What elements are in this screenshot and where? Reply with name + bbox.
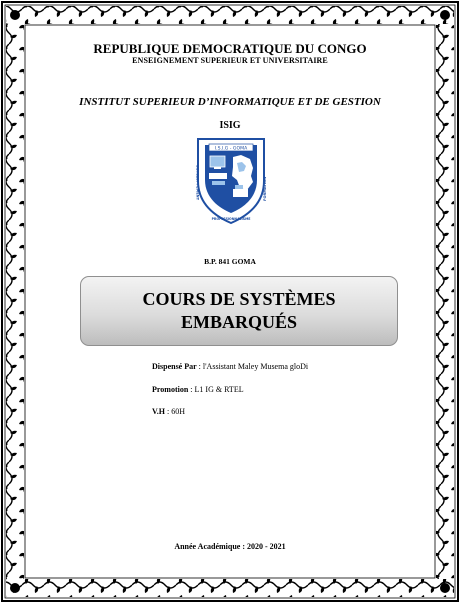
isig-logo xyxy=(193,135,269,225)
academic-year: Année Académique : 2020 - 2021 xyxy=(174,542,286,551)
logo-motto-right: FORMATION xyxy=(263,176,267,201)
volume-hours-value: : 60H xyxy=(164,407,185,416)
postal-address: B.P. 841 GOMA xyxy=(204,257,256,266)
institute-acronym: ISIG xyxy=(219,120,241,131)
course-title-line-1: COURS DE SYSTÈMES xyxy=(142,289,336,309)
institute-name: INSTITUT SUPERIEUR D’INFORMATIQUE ET DE GESTION xyxy=(79,96,381,108)
course-title-box xyxy=(80,276,398,346)
course-title-line-2: EMBARQUÉS xyxy=(180,312,297,332)
promotion-row xyxy=(152,385,244,394)
volume-hours-row xyxy=(152,407,185,416)
ministry-heading: ENSEIGNEMENT SUPERIEUR ET UNIVERSITAIRE xyxy=(132,56,328,65)
promotion-value: : L1 IG & RTEL xyxy=(188,385,244,394)
taught-by-row xyxy=(152,362,308,371)
logo-banner-text: I.S.I.G - GOMA xyxy=(214,146,248,152)
taught-by-label: Dispensé Par xyxy=(152,362,197,371)
logo-motto-left: DEVELOPPEMENT xyxy=(195,165,200,201)
promotion-label: Promotion xyxy=(152,385,189,394)
volume-hours-label: V.H xyxy=(152,407,165,416)
country-heading: REPUBLIQUE DEMOCRATIQUE DU CONGO xyxy=(93,41,367,56)
logo-motto-bottom: PROFESSIONNALISME xyxy=(211,217,251,221)
taught-by-value: : l'Assistant Maley Musema gloDi xyxy=(196,362,309,371)
